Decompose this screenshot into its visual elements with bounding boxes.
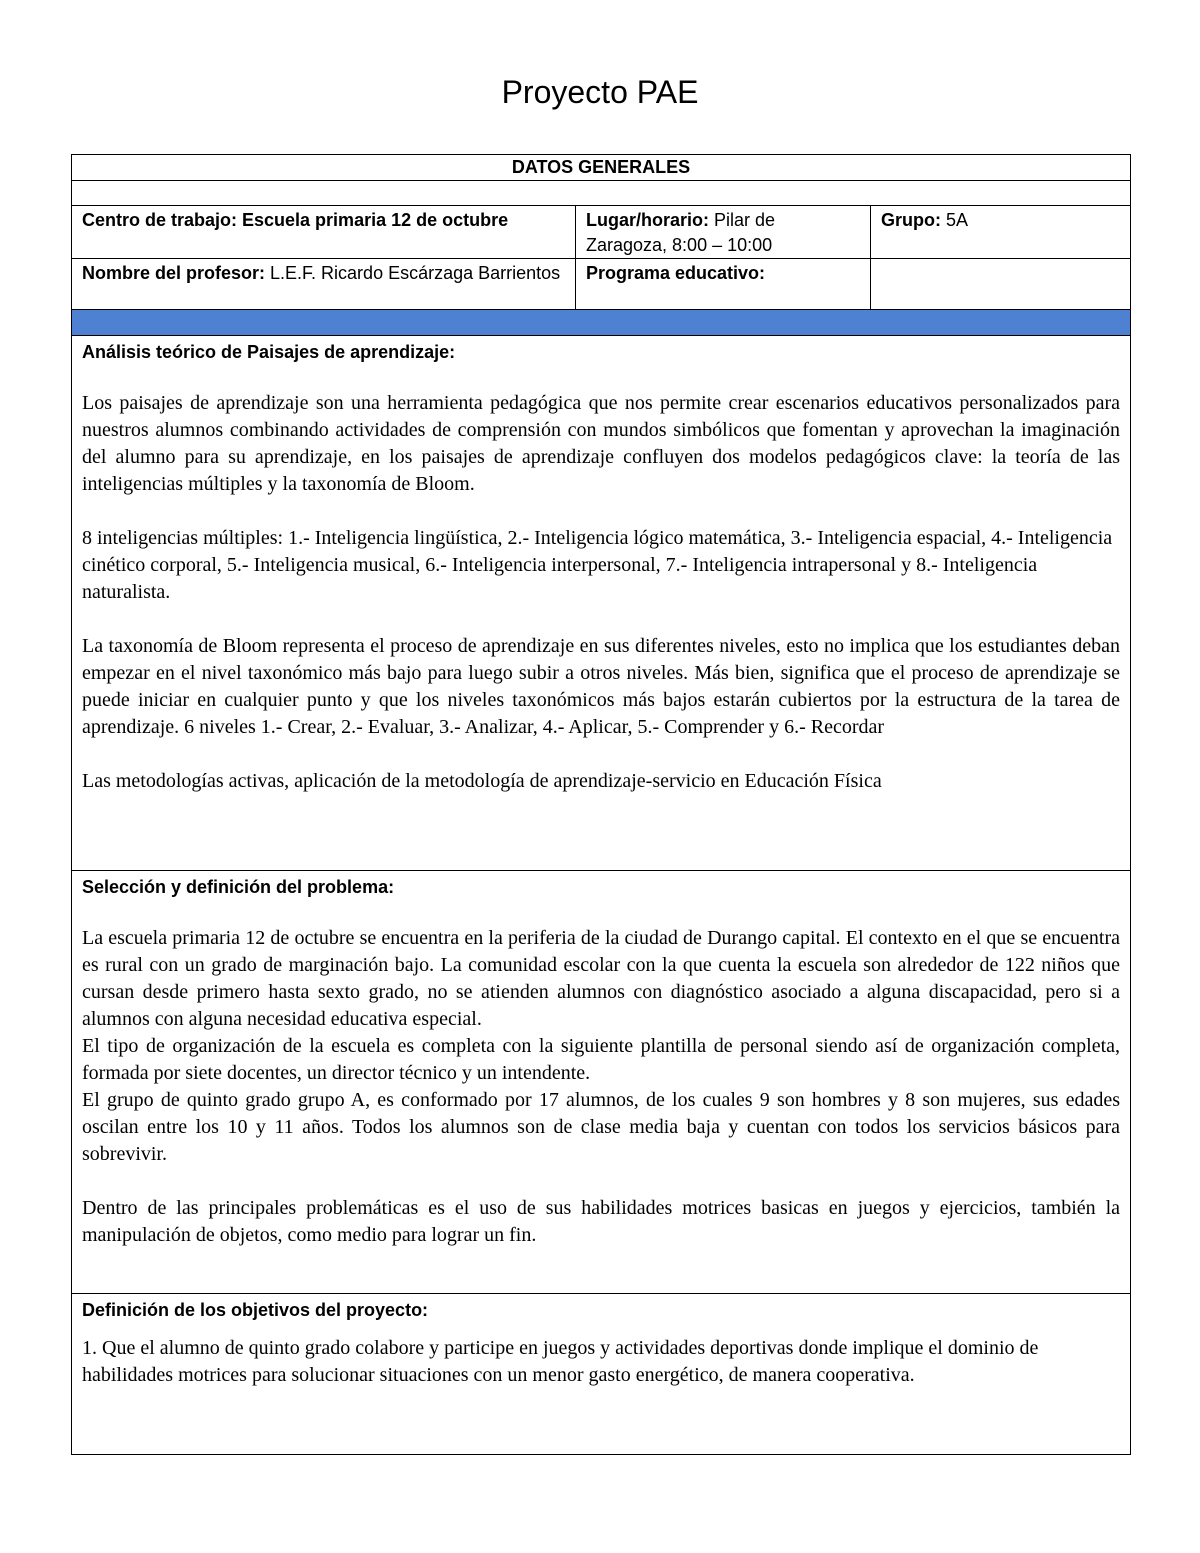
objectives-paragraph: 1. Que el alumno de quinto grado colabore y participe en juegos y actividades deportivas donde implique el dominio de habilidades motrices para solucionar situaciones con un menor gasto energético, de manera cooperativa.: [82, 1337, 1039, 1386]
group-label: Grupo:: [881, 210, 941, 230]
objectives-heading: Definición de los objetivos del proyecto:: [82, 1300, 429, 1320]
objectives-body: [82, 1335, 1120, 1389]
analysis-heading: Análisis teórico de Paisajes de aprendizaje:: [82, 342, 456, 362]
blue-separator: [72, 310, 1131, 336]
work-center-row: [72, 206, 1131, 259]
program-label: Programa educativo:: [586, 263, 766, 283]
problem-heading: Selección y definición del problema:: [82, 877, 395, 897]
work-center-label: Centro de trabajo: Escuela primaria 12 de octubre: [82, 210, 509, 230]
problem-paragraph: El tipo de organización de la escuela es completa con la siguiente plantilla de personal siendo así de organización completa, formada por siete docentes, un director técnico y un intendente.: [82, 1035, 1121, 1084]
analysis-paragraph: 8 inteligencias múltiples: 1.- Inteligencia lingüística, 2.- Inteligencia lógico matemática, 3.- Inteligencia espacial, 4.- Inteligencia cinético corporal, 5.- Inteligencia musical, 6.- Inteligencia interpersonal, 7.- Inteligencia intrapersonal y 8.- Inteligencia naturalista.: [82, 527, 1113, 603]
section-header-datos-generales: DATOS GENERALES: [72, 155, 1131, 181]
problem-paragraph: El grupo de quinto grado grupo A, es conformado por 17 alumnos, de los cuales 9 son hombres y 8 son mujeres, sus edades oscilan entre los 10 y 11 años. Todos los alumnos son de clase media baja y cuentan con todos los servicios básicos para sobrevivir.: [82, 1089, 1121, 1165]
teacher-row: [72, 259, 1131, 310]
problem-paragraph: Dentro de las principales problemáticas es el uso de sus habilidades motrices basicas en juegos y ejercicios, también la manipulación de objetos, como medio para lograr un fin.: [82, 1197, 1121, 1246]
general-data-table: [71, 154, 1131, 1455]
location-value: Pilar de Zaragoza, 8:00 – 10:00: [586, 210, 776, 255]
problem-paragraph: La escuela primaria 12 de octubre se encuentra en la periferia de la ciudad de Durango capital. El contexto en el que se encuentra es rural con un grado de marginación bajo. La comunidad escolar con la que cuenta la escuela son alrededor de 122 niños que cursan desde primero hasta sexto grado, no se atienden alumnos con diagnóstico asociado a alguna discapacidad, pero si a alumnos con alguna necesidad educativa especial.: [82, 927, 1121, 1030]
analysis-row: [72, 336, 1131, 871]
teacher-label: Nombre del profesor:: [82, 263, 266, 283]
teacher-cell: [72, 259, 576, 310]
empty-cell: [72, 181, 1131, 206]
analysis-body: [82, 390, 1120, 795]
empty-row: [72, 181, 1131, 206]
analysis-paragraph: La taxonomía de Bloom representa el proceso de aprendizaje en sus diferentes niveles, esto no implica que los estudiantes deban empezar en el nivel taxonómico más bajo para luego subir a otros niveles. Más bien, significa que el proceso de aprendizaje se puede iniciar en cualquier punto y que los niveles taxonómicos más bajos estarán cubiertos por la estructura de la tarea de aprendizaje. 6 niveles 1.- Crear, 2.- Evaluar, 3.- Analizar, 4.- Aplicar, 5.- Comprender y 6.- Recordar: [82, 635, 1121, 738]
program-empty-cell: [871, 259, 1131, 310]
problem-body: [82, 925, 1120, 1249]
group-cell: [871, 206, 1131, 259]
analysis-cell: [72, 336, 1131, 871]
analysis-paragraph: Los paisajes de aprendizaje son una herramienta pedagógica que nos permite crear escenarios educativos personalizados para nuestros alumnos combinando actividades de comprensión con mundos simbólicos que fomentan y aprovechan la imaginación del alumno para su aprendizaje, en los paisajes de aprendizaje confluyen dos modelos pedagógicos clave: la teoría de las inteligencias múltiples y la taxonomía de Bloom.: [82, 392, 1121, 495]
group-value: 5A: [941, 210, 969, 230]
problem-cell: [72, 871, 1131, 1294]
teacher-value: L.E.F. Ricardo Escárzaga Barrientos: [265, 263, 561, 283]
document-title: Proyecto PAE: [501, 74, 699, 110]
objectives-row: [72, 1294, 1131, 1455]
location-cell: [576, 206, 871, 259]
problem-row: [72, 871, 1131, 1294]
blue-separator-row: [72, 310, 1131, 336]
analysis-paragraph: Las metodologías activas, aplicación de la metodología de aprendizaje-servicio en Educación Física: [82, 770, 882, 792]
location-label: Lugar/horario:: [586, 210, 710, 230]
program-cell: [576, 259, 871, 310]
work-center-cell: [72, 206, 576, 259]
header-row: [72, 155, 1131, 181]
objectives-cell: [72, 1294, 1131, 1455]
